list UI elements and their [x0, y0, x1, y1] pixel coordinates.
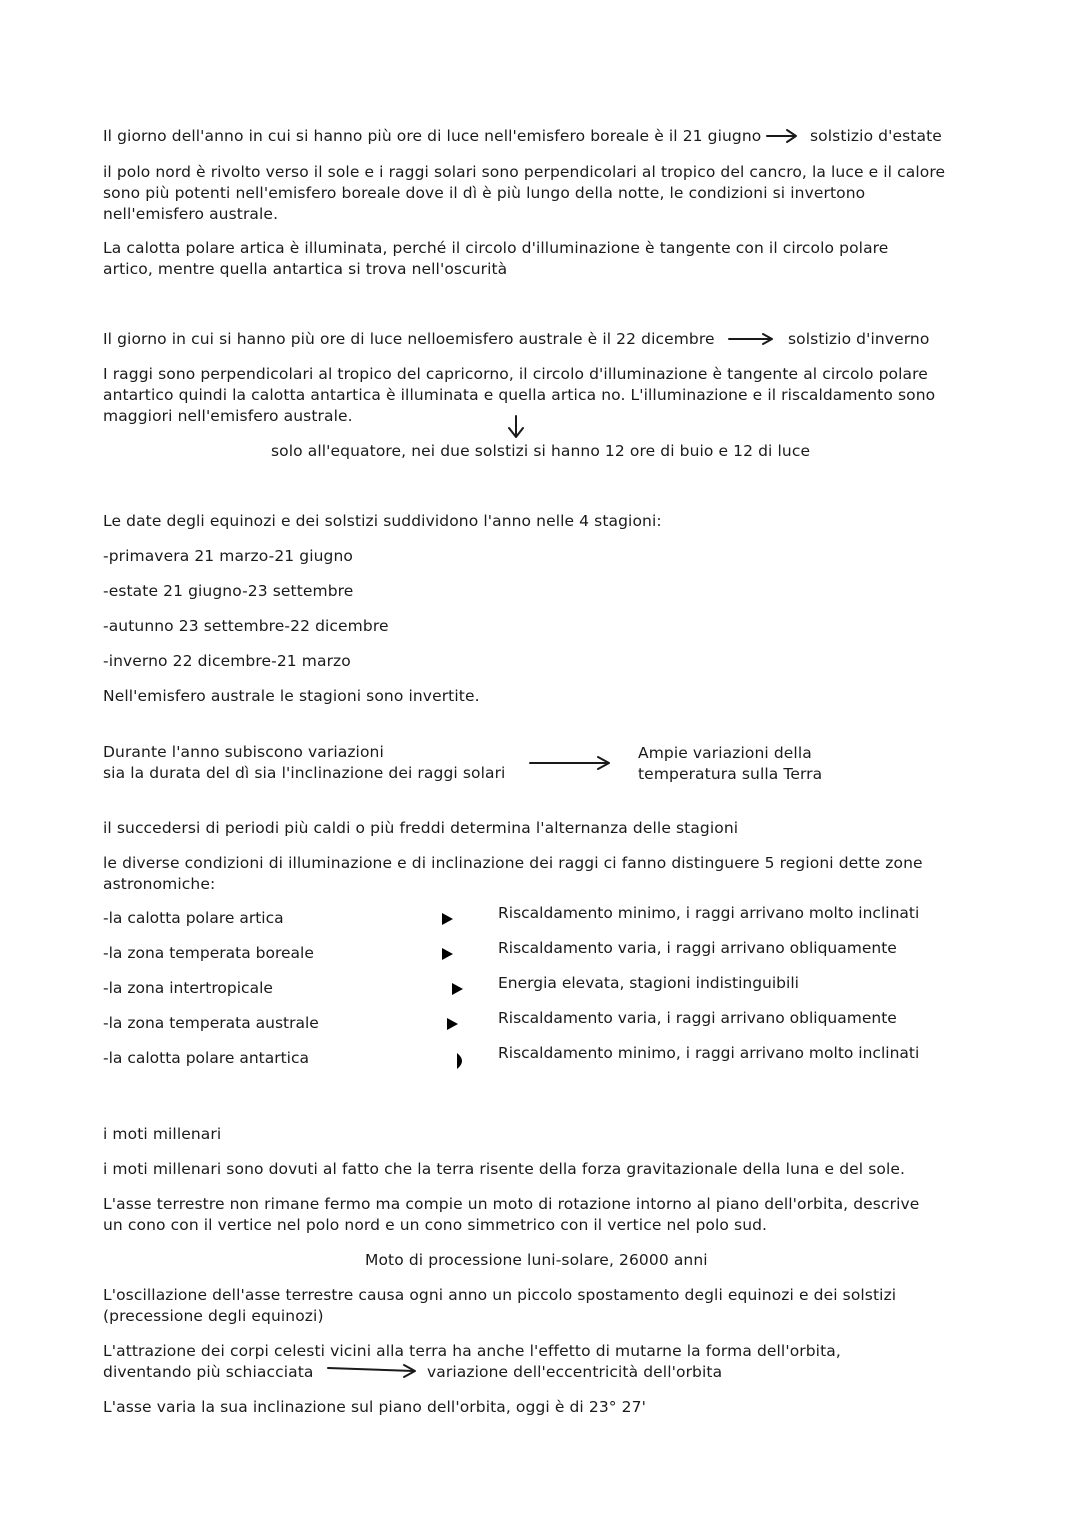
arrow-right-icon: [358, 980, 468, 998]
zona-name: -la calotta polare artica: [103, 909, 284, 927]
estate-para2-l1: La calotta polare artica è illuminata, perché il circolo d'illuminazione è tangente con il circolo polare: [103, 239, 889, 257]
solstizio-estate-result: solstizio d'estate: [810, 127, 942, 145]
estate-para1-l3: nell'emisfero australe.: [103, 205, 279, 223]
zona-desc: Riscaldamento minimo, i raggi arrivano molto inclinati: [498, 1044, 920, 1062]
arrow-right-icon: [373, 1050, 473, 1072]
arrow-right-icon: [528, 754, 612, 772]
moti-p1: i moti millenari sono dovuti al fatto che la terra risente della forza gravitazionale della luna e del sole.: [103, 1160, 906, 1178]
zone-intro-l1: le diverse condizioni di illuminazione e di inclinazione dei raggi ci fanno distinguere 5 regioni dette zone: [103, 854, 923, 872]
variazioni-right-l1: Ampie variazioni della: [638, 744, 812, 762]
arrow-right-icon: [727, 331, 775, 347]
zona-desc: Riscaldamento minimo, i raggi arrivano molto inclinati: [498, 904, 920, 922]
stagione-item: -primavera 21 marzo-21 giugno: [103, 547, 353, 565]
variazioni-right-l2: temperatura sulla Terra: [638, 765, 823, 783]
arrow-down-icon: [506, 414, 526, 440]
succedersi-text: il succedersi di periodi più caldi o più freddi determina l'alternanza delle stagioni: [103, 819, 739, 837]
moti-p3-l2: (precessione degli equinozi): [103, 1307, 324, 1325]
stagione-item: -inverno 22 dicembre-21 marzo: [103, 652, 351, 670]
arrow-right-icon: [326, 1362, 418, 1380]
stagione-item: -autunno 23 settembre-22 dicembre: [103, 617, 389, 635]
solstizio-estate-line: [103, 126, 761, 147]
moti-p3-l1: L'oscillazione dell'asse terrestre causa ogni anno un piccolo spostamento degli equinozi e dei solstizi: [103, 1286, 897, 1304]
moto-processione: Moto di processione luni-solare, 26000 anni: [365, 1251, 708, 1269]
zona-row: [103, 904, 1003, 932]
stagioni-note: Nell'emisfero australe le stagioni sono invertite.: [103, 687, 480, 705]
inverno-para1-l3: maggiori nell'emisfero australe.: [103, 407, 353, 425]
zona-name: -la calotta polare antartica: [103, 1049, 310, 1067]
variazioni-left-l1: Durante l'anno subiscono variazioni: [103, 743, 384, 761]
estate-para1-l1: il polo nord è rivolto verso il sole e i raggi solari sono perpendicolari al tropico del cancro, la luce e il calore: [103, 163, 946, 181]
zona-desc: Riscaldamento varia, i raggi arrivano obliquamente: [498, 939, 897, 957]
zona-desc: Riscaldamento varia, i raggi arrivano obliquamente: [498, 1009, 897, 1027]
moti-p5: L'asse varia la sua inclinazione sul piano dell'orbita, oggi è di 23° 27': [103, 1398, 646, 1416]
zone-intro-l2: astronomiche:: [103, 875, 216, 893]
solstizio-estate-text: Il giorno dell'anno in cui si hanno più ore di luce nell'emisfero boreale è il 21 giugno: [103, 127, 762, 145]
estate-para1-l2: sono più potenti nell'emisfero boreale dove il dì è più lungo della notte, le condizioni si invertono: [103, 184, 866, 202]
variazioni-left-l2: sia la durata del dì sia l'inclinazione dei raggi solari: [103, 764, 506, 782]
moti-p4-l2-left: diventando più schiacciata: [103, 1363, 314, 1381]
zona-name: -la zona temperata australe: [103, 1014, 319, 1032]
moti-p2-l2: un cono con il vertice nel polo nord e un cono simmetrico con il vertice nel polo sud.: [103, 1216, 768, 1234]
equatore-note: solo all'equatore, nei due solstizi si hanno 12 ore di buio e 12 di luce: [271, 442, 811, 460]
zona-name: -la zona intertropicale: [103, 979, 273, 997]
inverno-para1-l2: antartico quindi la calotta antartica è illuminata e quella artica no. L'illuminazione e il riscaldamento sono: [103, 386, 936, 404]
moti-p4-l2-right: variazione dell'eccentricità dell'orbita: [427, 1363, 723, 1381]
zona-row: [103, 939, 1003, 967]
solstizio-inverno-text: Il giorno in cui si hanno più ore di luce nelloemisfero australe è il 22 dicembre: [103, 330, 715, 348]
arrow-right-icon: [765, 128, 799, 144]
zona-name: -la zona temperata boreale: [103, 944, 314, 962]
zona-row: [103, 974, 1003, 1002]
moti-p2-l1: L'asse terrestre non rimane fermo ma compie un moto di rotazione intorno al piano dell'orbita, descrive: [103, 1195, 920, 1213]
moti-title: i moti millenari: [103, 1125, 222, 1143]
stagione-item: -estate 21 giugno-23 settembre: [103, 582, 354, 600]
zona-desc: Energia elevata, stagioni indistinguibili: [498, 974, 799, 992]
estate-para2-l2: artico, mentre quella antartica si trova nell'oscurità: [103, 260, 508, 278]
zona-row: [103, 1044, 1003, 1072]
solstizio-inverno-result: solstizio d'inverno: [788, 330, 930, 348]
stagioni-intro: Le date degli equinozi e dei solstizi suddividono l'anno nelle 4 stagioni:: [103, 512, 662, 530]
arrow-right-icon: [363, 1015, 463, 1033]
inverno-para1-l1: I raggi sono perpendicolari al tropico del capricorno, il circolo d'illuminazione è tangente al circolo polare: [103, 365, 928, 383]
moti-p4-l1: L'attrazione dei corpi celesti vicini alla terra ha anche l'effetto di mutarne la forma dell'orbita,: [103, 1342, 841, 1360]
zona-row: [103, 1009, 1003, 1037]
arrow-right-icon: [358, 910, 458, 928]
arrow-right-icon: [358, 945, 458, 963]
